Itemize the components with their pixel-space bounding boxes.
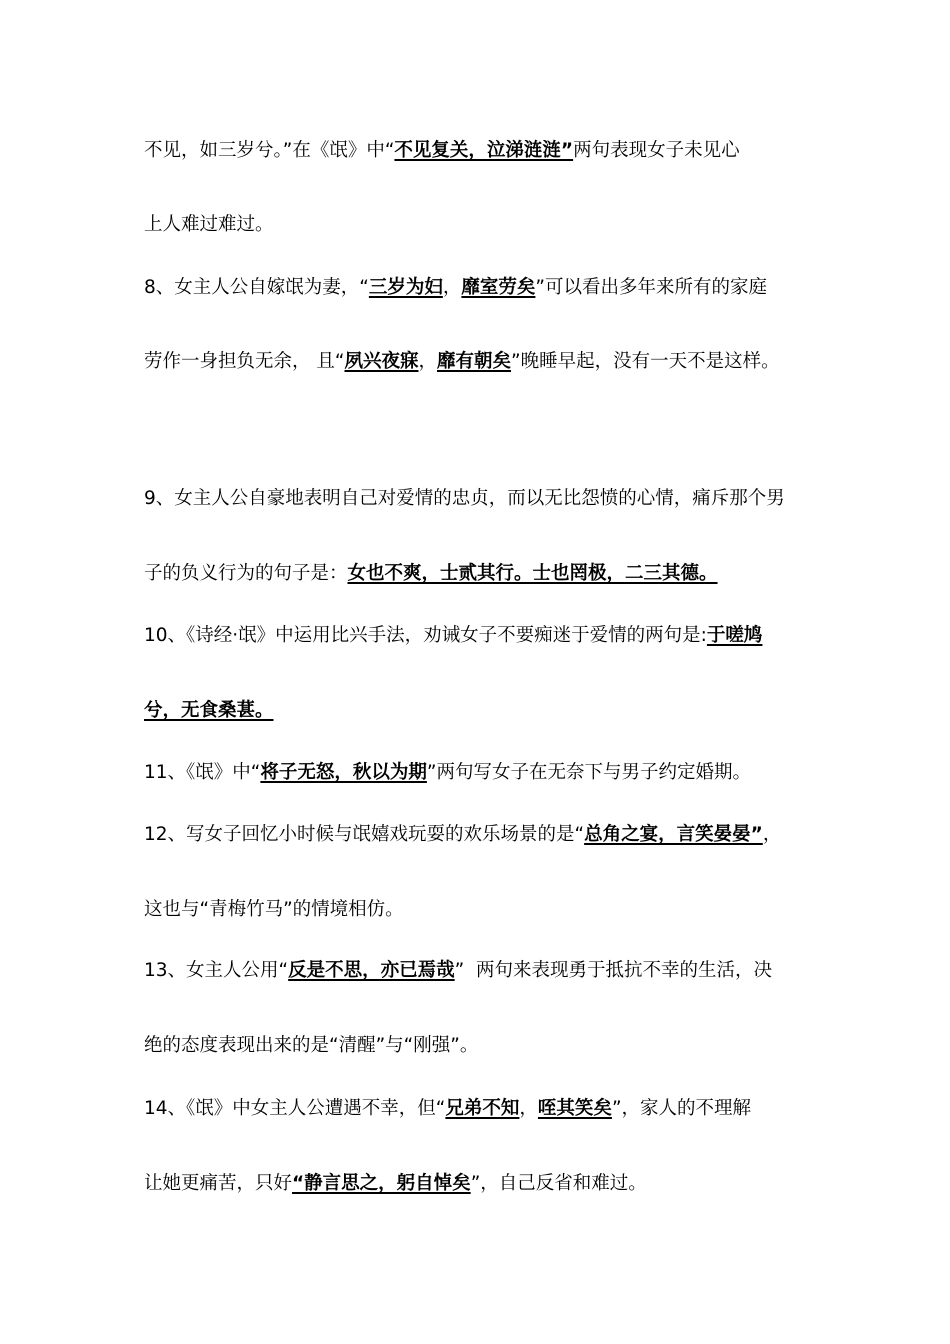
text-segment: 子的负义行为的句子是： xyxy=(144,563,348,584)
key-quote: 于嗟鸠 xyxy=(706,625,763,646)
text-segment: ”，自己反省和难过。 xyxy=(470,1173,647,1194)
text-segment: ， xyxy=(519,1098,538,1119)
text-line xyxy=(144,1033,478,1059)
key-quote: 兄弟不知 xyxy=(445,1098,520,1119)
text-line xyxy=(144,698,274,724)
key-quote: 咥其笑矣 xyxy=(537,1098,612,1119)
text-line xyxy=(144,486,785,512)
key-quote: 靡室劳矣 xyxy=(461,277,536,298)
text-line xyxy=(144,897,404,923)
text-segment: 这也与“青梅竹马”的情境相仿。 xyxy=(144,899,404,920)
text-line xyxy=(144,1171,647,1197)
text-segment: 13、女主人公用“ xyxy=(144,960,289,981)
key-quote: 兮，无食桑葚。 xyxy=(144,700,274,721)
key-quote: 靡有朝矣 xyxy=(437,351,512,372)
text-segment: 劳作一身担负无余， 且“ xyxy=(144,351,345,372)
text-line xyxy=(144,138,740,164)
text-line xyxy=(144,1096,751,1122)
key-quote: 反是不思，亦已焉哉 xyxy=(288,960,455,981)
text-segment: ， xyxy=(762,824,782,845)
text-line xyxy=(144,623,762,649)
text-segment: 10、《诗经·氓》中运用比兴手法，劝诫女子不要痴迷于爱情的两句是: xyxy=(144,625,707,646)
key-quote: 不见复关，泣涕涟涟” xyxy=(394,140,574,161)
text-segment: 让她更痛苦，只好 xyxy=(144,1173,293,1194)
text-segment: 12、写女子回忆小时候与氓嬉戏玩耍的欢乐场景的是“ xyxy=(144,824,585,845)
text-segment: 两句表现女子未见心 xyxy=(573,140,740,161)
text-segment: ”两句写女子在无奈下与男子约定婚期。 xyxy=(426,762,751,783)
text-line xyxy=(144,760,751,786)
text-line xyxy=(144,275,767,301)
key-quote: 总角之宴，言笑晏晏” xyxy=(584,824,763,845)
key-quote: 三岁为妇 xyxy=(368,277,443,298)
text-segment: 14、《氓》中女主人公遭遇不幸，但“ xyxy=(144,1098,446,1119)
text-line xyxy=(144,958,772,984)
text-segment: ”可以看出多年来所有的家庭 xyxy=(535,277,767,298)
text-segment: ”，家人的不理解 xyxy=(611,1098,752,1119)
key-quote: 夙兴夜寐 xyxy=(344,351,419,372)
text-segment: 不见，如三岁兮。”在《氓》中“ xyxy=(144,140,395,161)
key-quote: “静言思之，躬自悼矣 xyxy=(292,1173,471,1194)
text-segment: ”晚睡早起，没有一天不是这样。 xyxy=(511,351,780,372)
text-segment: 上人难过难过。 xyxy=(144,214,274,235)
text-segment: 绝的态度表现出来的是“清醒”与“刚强”。 xyxy=(144,1035,479,1056)
text-segment: ， xyxy=(442,277,462,298)
text-segment: 8、女主人公自嫁氓为妻，“ xyxy=(144,277,369,298)
text-segment: ， xyxy=(418,351,437,372)
text-segment: 11、《氓》中“ xyxy=(144,762,261,783)
text-line xyxy=(144,349,780,375)
text-line xyxy=(144,212,274,238)
text-line xyxy=(144,561,718,587)
key-quote: 将子无怒，秋以为期 xyxy=(260,762,427,783)
text-segment: ” 两句来表现勇于抵抗不幸的生活，决 xyxy=(454,960,773,981)
text-line xyxy=(144,822,781,848)
key-quote: 女也不爽，士贰其行。士也罔极，二三其德。 xyxy=(347,563,718,584)
text-segment: 9、女主人公自豪地表明自己对爱情的忠贞，而以无比怨愤的心情，痛斥那个男 xyxy=(144,488,785,509)
